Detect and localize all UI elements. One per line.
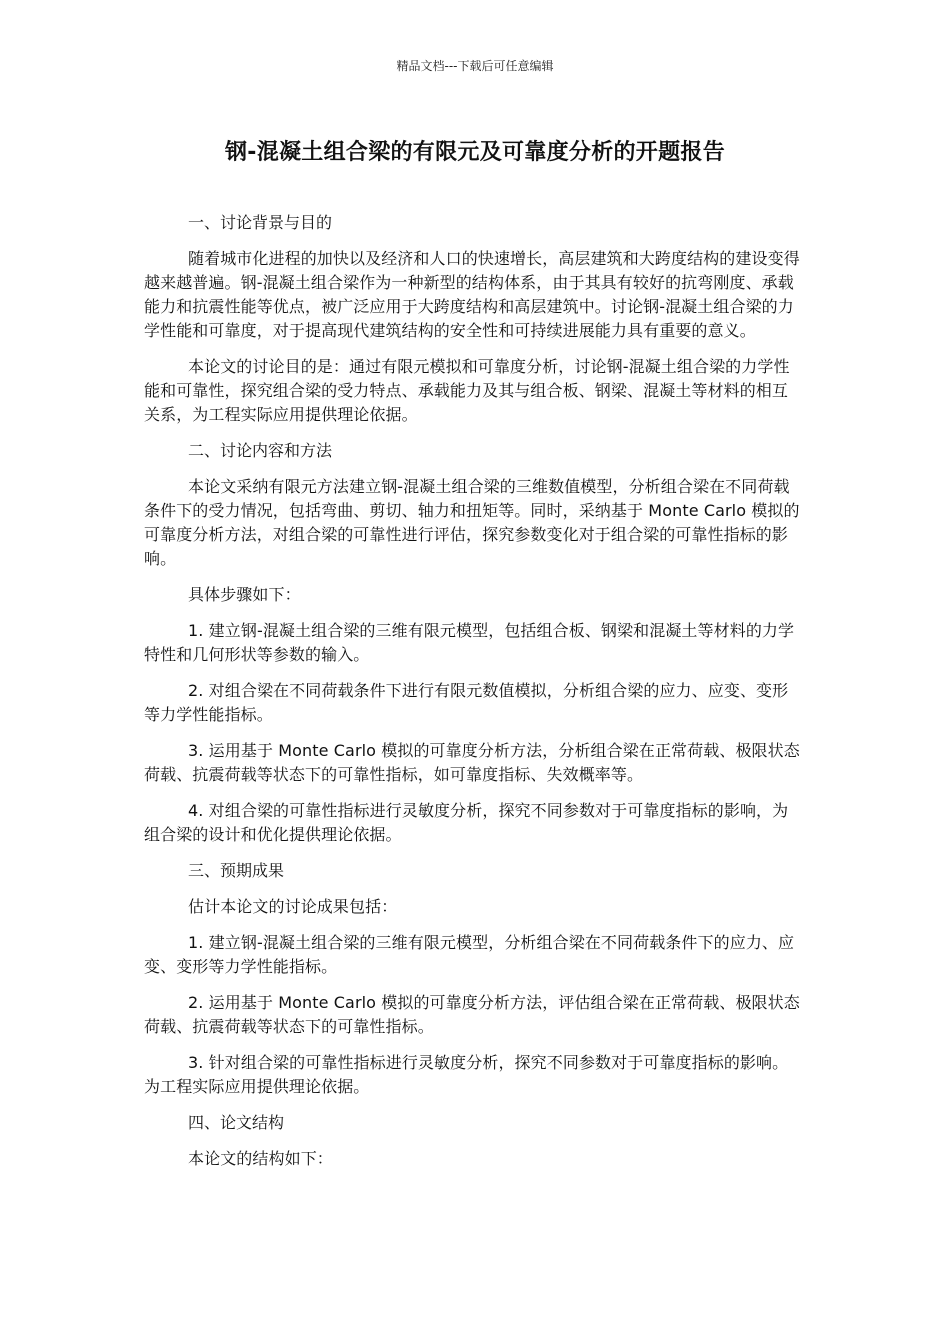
paragraph-purpose: 本论文的讨论目的是：通过有限元模拟和可靠度分析，讨论钢-混凝土组合梁的力学性能和可靠性，探究组合梁的受力特点、承载能力及其与组合板、钢梁、混凝土等材料的相互关系，为工程实际应用提供理论依据。 bbox=[144, 357, 790, 424]
list-item-step-1: 1. 建立钢-混凝土组合梁的三维有限元模型，包括组合板、钢梁和混凝土等材料的力学特性和几何形状等参数的输入。 bbox=[144, 621, 795, 664]
section-heading-background: 一、讨论背景与目的 bbox=[188, 213, 333, 232]
paragraph-structure-intro: 本论文的结构如下： bbox=[188, 1149, 333, 1168]
paragraph-results-intro: 估计本论文的讨论成果包括： bbox=[188, 897, 398, 916]
list-item-step-2: 2. 对组合梁在不同荷载条件下进行有限元数值模拟，分析组合梁的应力、应变、变形等力学性能指标。 bbox=[144, 681, 789, 724]
paragraph-background: 随着城市化进程的加快以及经济和人口的快速增长，高层建筑和大跨度结构的建设变得越来越普遍。钢-混凝土组合梁作为一种新型的结构体系，由于其具有较好的抗弯刚度、承载能力和抗震性能等优点，被广泛应用于大跨度结构和高层建筑中。讨论钢-混凝土组合梁的力学性能和可靠度，对于提高现代建筑结构的安全性和可持续进展能力具有重要的意义。 bbox=[144, 249, 800, 340]
document-body bbox=[144, 211, 804, 1183]
paragraph-methods: 本论文采纳有限元方法建立钢-混凝土组合梁的三维数值模型，分析组合梁在不同荷载条件下的受力情况，包括弯曲、剪切、轴力和扭矩等。同时，采纳基于 Monte Carlo 模拟的可靠度分析方法，对组合梁的可靠性进行评估，探究参数变化对于组合梁的可靠性指标的影响。 bbox=[144, 477, 800, 568]
header-note: 精品文档---下载后可任意编辑 bbox=[396, 59, 554, 73]
list-item-result-3: 3. 针对组合梁的可靠性指标进行灵敏度分析，探究不同参数对于可靠度指标的影响。为工程实际应用提供理论依据。 bbox=[144, 1053, 789, 1096]
document-title: 钢-混凝土组合梁的有限元及可靠度分析的开题报告 bbox=[224, 140, 726, 165]
list-item-result-1: 1. 建立钢-混凝土组合梁的三维有限元模型，分析组合梁在不同荷载条件下的应力、应变、变形等力学性能指标。 bbox=[144, 933, 795, 976]
list-item-step-4: 4. 对组合梁的可靠性指标进行灵敏度分析，探究不同参数对于可靠度指标的影响，为组合梁的设计和优化提供理论依据。 bbox=[144, 801, 789, 844]
list-item-step-3: 3. 运用基于 Monte Carlo 模拟的可靠度分析方法，分析组合梁在正常荷载、极限状态荷载、抗震荷载等状态下的可靠性指标，如可靠度指标、失效概率等。 bbox=[144, 741, 800, 784]
section-heading-methods: 二、讨论内容和方法 bbox=[188, 441, 333, 460]
paragraph-steps-intro: 具体步骤如下： bbox=[188, 585, 301, 604]
list-item-result-2: 2. 运用基于 Monte Carlo 模拟的可靠度分析方法，评估组合梁在正常荷载、极限状态荷载、抗震荷载等状态下的可靠性指标。 bbox=[144, 993, 800, 1036]
section-heading-results: 三、预期成果 bbox=[188, 861, 285, 880]
section-heading-structure: 四、论文结构 bbox=[188, 1113, 285, 1132]
